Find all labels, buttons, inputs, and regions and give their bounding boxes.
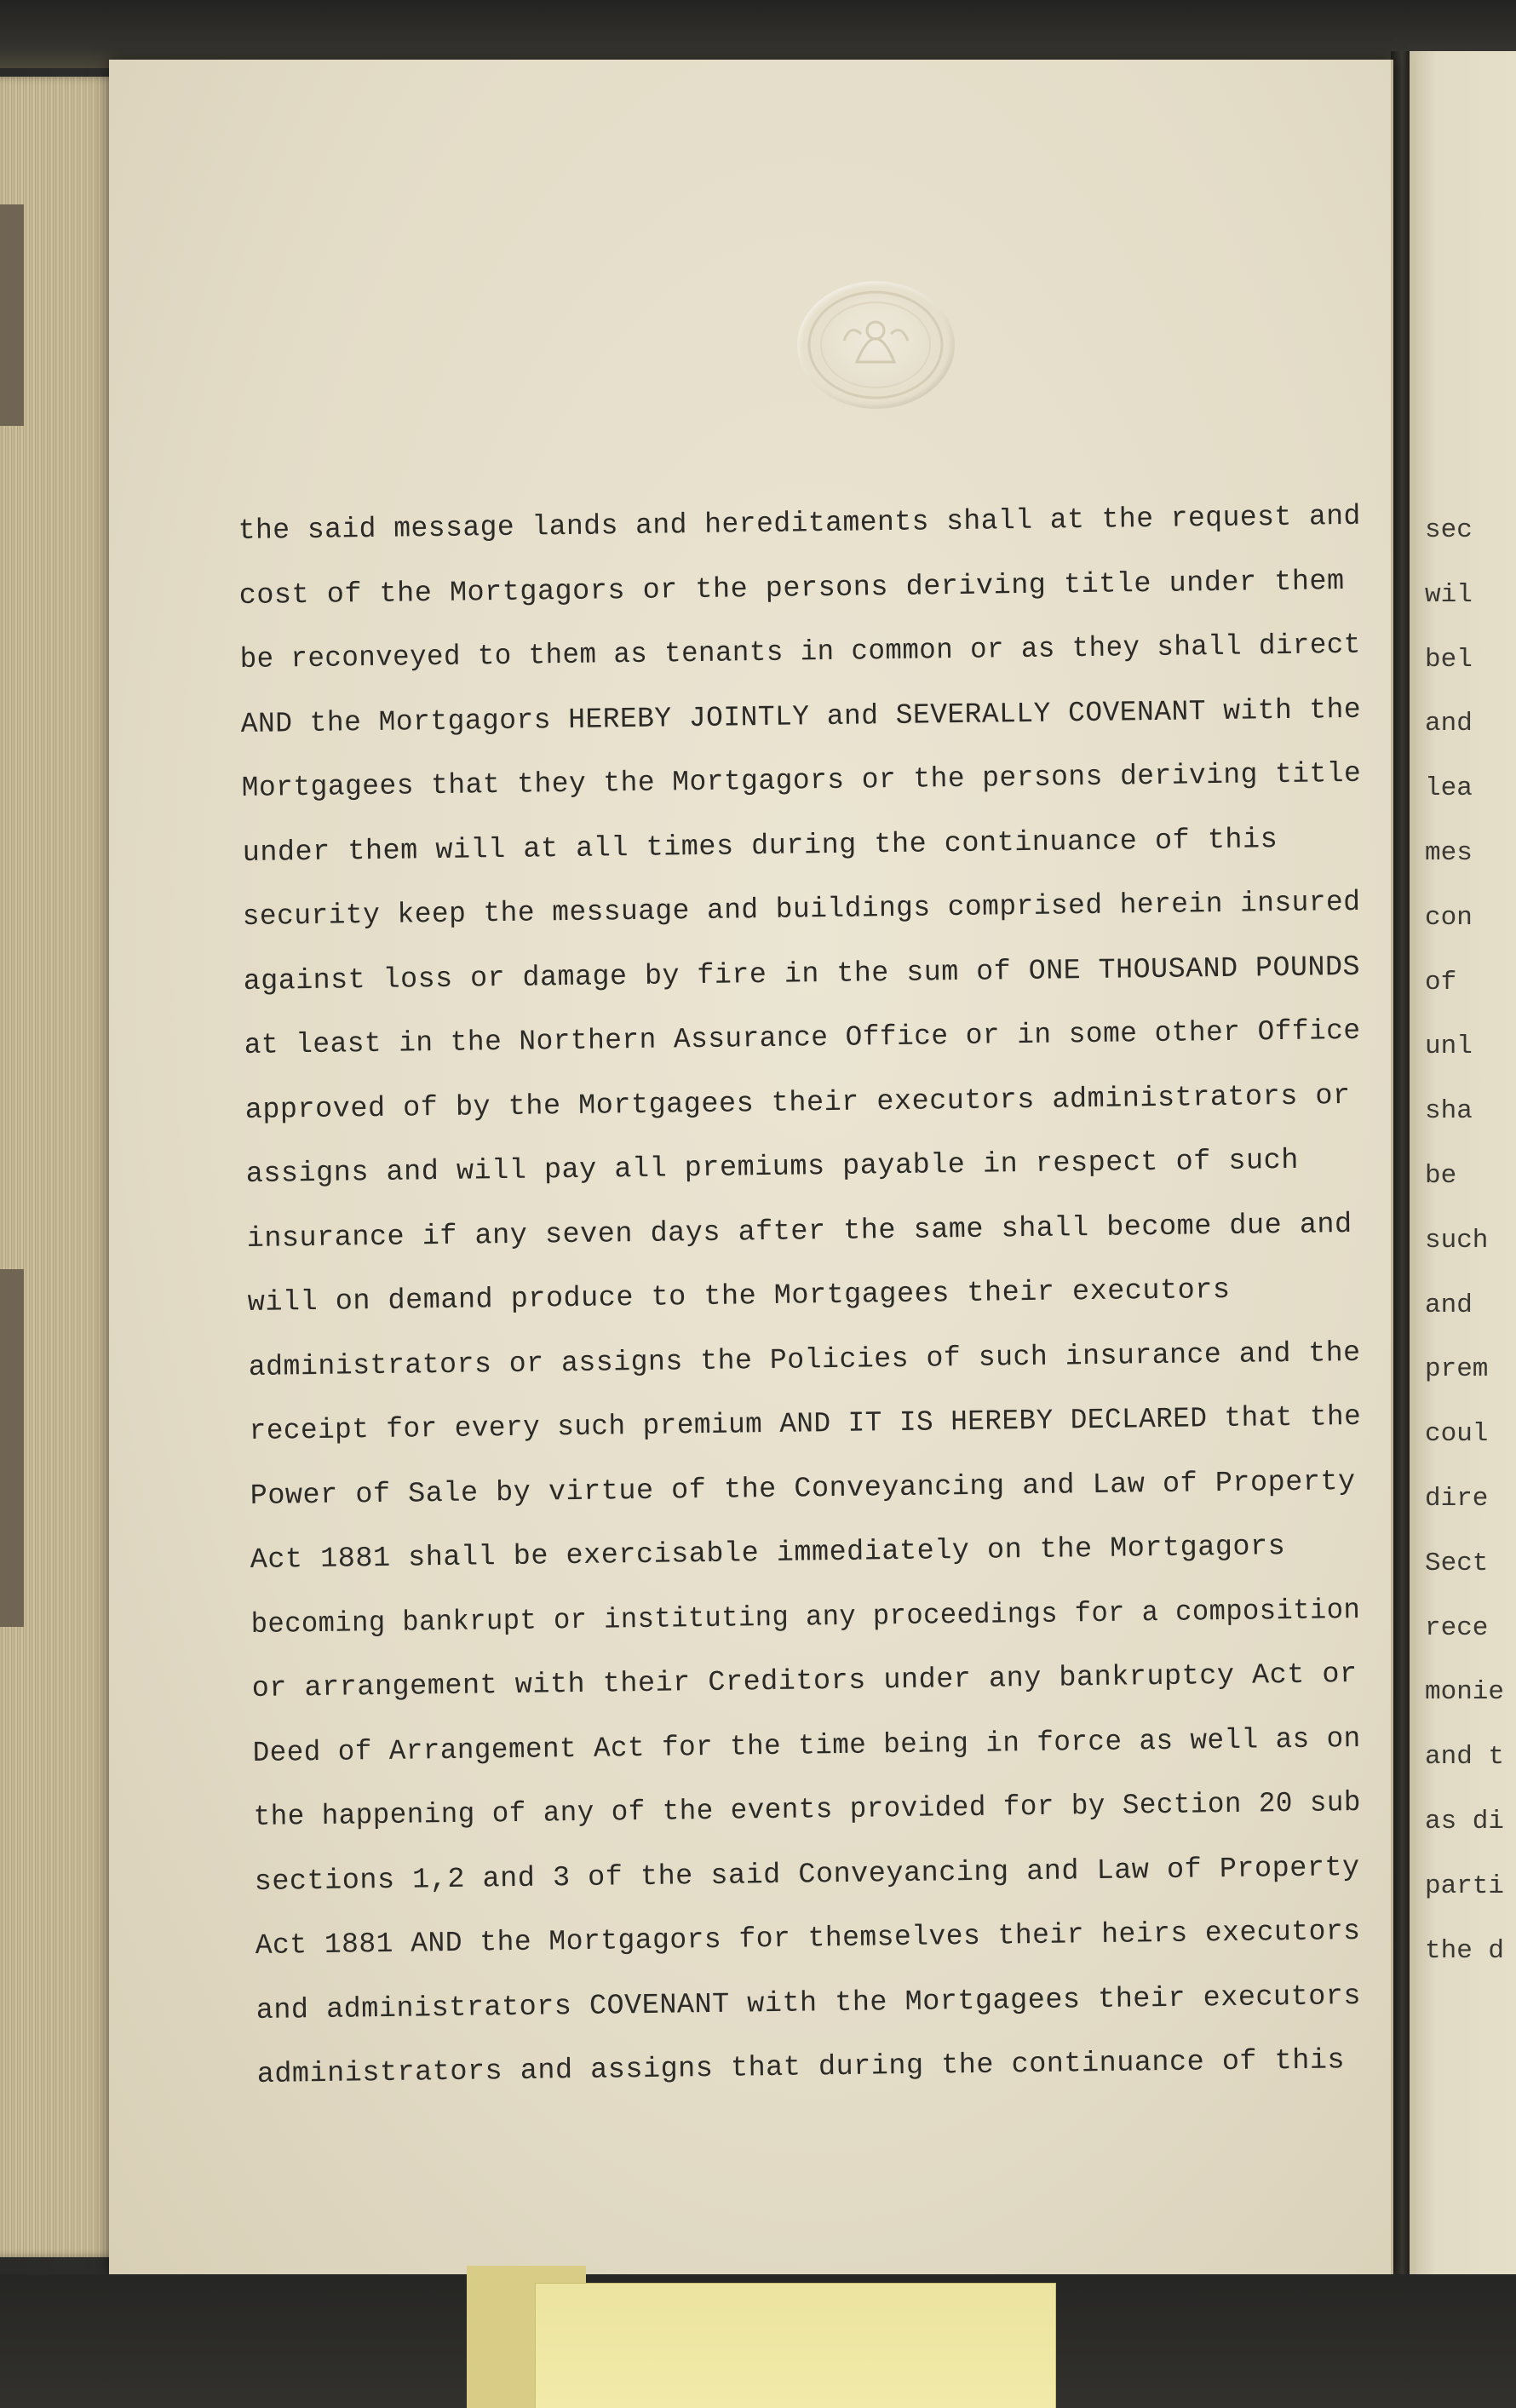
text-line: insurance if any seven days after the same shall become due and [246, 1208, 1352, 1256]
text-line: assigns and will pay all premiums payable in respect of such [245, 1144, 1300, 1191]
text-line: administrators and assigns that during the continuance of this [256, 2044, 1345, 2091]
text-line: approved of by the Mortgagees their executors administrators or [244, 1079, 1351, 1127]
adjacent-text-fragment: parti [1425, 1871, 1505, 1901]
adjacent-text-fragment: bel [1425, 644, 1473, 675]
adjacent-text-fragment: unl [1425, 1032, 1473, 1062]
adjacent-text-fragment: dire [1425, 1484, 1489, 1514]
embossed-seal-icon [797, 281, 955, 409]
page-edge-shadow [0, 1269, 24, 1627]
text-line: at least in the Northern Assurance Office or in some other Office [244, 1014, 1362, 1062]
text-line: be reconveyed to them as tenants in common or as they shall direct [239, 629, 1361, 676]
book-binding-top [0, 0, 1516, 68]
adjacent-text-fragment: sha [1425, 1096, 1473, 1127]
text-line: receipt for every such premium AND IT IS HEREBY DECLARED that the [249, 1400, 1362, 1448]
text-line: Power of Sale by virtue of the Conveyancing and Law of Property [250, 1465, 1356, 1513]
text-line: Act 1881 AND the Mortgagors for themselves their heirs executors [255, 1916, 1361, 1963]
text-line: will on demand produce to the Mortgagees their executors [247, 1273, 1231, 1319]
adjacent-text-fragment: coul [1425, 1419, 1489, 1450]
page-edge-shadow [0, 204, 24, 426]
text-line: Deed of Arrangement Act for the time being in force as well as on [252, 1722, 1362, 1770]
adjacent-text-fragment: Sect [1425, 1548, 1489, 1578]
adjacent-text-fragment: the d [1425, 1935, 1505, 1966]
adjacent-text-fragment: mes [1425, 838, 1473, 868]
text-line: against loss or damage by fire in the sum of ONE THOUSAND POUNDS [243, 951, 1361, 998]
adjacent-text-fragment: of [1425, 967, 1457, 997]
adjacent-text-fragment: con [1425, 902, 1473, 933]
text-line: Mortgagees that they the Mortgagors or the persons deriving title [241, 757, 1362, 805]
adjacent-text-fragment: and [1425, 709, 1473, 739]
adjacent-text-fragment: sec [1425, 515, 1473, 545]
text-line: security keep the messuage and buildings comprised herein insured [242, 886, 1362, 934]
text-line: cost of the Mortgagors or the persons deriving title under them [238, 565, 1345, 612]
text-line: AND the Mortgagors HEREBY JOINTLY and SEVERALLY COVENANT with the [240, 693, 1362, 741]
sticky-note [535, 2283, 1056, 2408]
text-line: and administrators COVENANT with the Mortgagees their executors [256, 1980, 1361, 2027]
adjacent-page [1410, 51, 1516, 2274]
document-page [109, 60, 1393, 2274]
text-line: Act 1881 shall be exercisable immediately on the Mortgagors [250, 1531, 1286, 1577]
text-line: sections 1,2 and 3 of the said Conveyancing and Law of Property [254, 1851, 1360, 1899]
text-line: becoming bankrupt or instituting any proceedings for a composition [250, 1594, 1361, 1641]
adjacent-text-fragment: rece [1425, 1612, 1489, 1643]
adjacent-text-fragment: and t [1425, 1742, 1505, 1773]
adjacent-text-fragment: prem [1425, 1354, 1489, 1385]
text-line: under them will at all times during the continuance of this [242, 823, 1278, 870]
adjacent-text-fragment: lea [1425, 773, 1473, 804]
adjacent-text-fragment: wil [1425, 579, 1473, 610]
adjacent-text-fragment: as di [1425, 1807, 1505, 1836]
text-line: the happening of any of the events provided for by Section 20 sub [253, 1786, 1362, 1834]
adjacent-text-fragment: such [1425, 1225, 1489, 1256]
page-gutter [1391, 51, 1410, 2283]
adjacent-text-fragment: and [1425, 1290, 1473, 1320]
text-line: the said message lands and hereditaments shall at the request and [238, 500, 1362, 548]
text-line: administrators or assigns the Policies of such insurance and the [248, 1336, 1361, 1384]
text-line: or arrangement with their Creditors under any bankruptcy Act or [251, 1658, 1358, 1705]
adjacent-text-fragment: be [1425, 1161, 1457, 1191]
adjacent-text-fragment: monie [1425, 1677, 1505, 1708]
book-page-edges [0, 77, 121, 2257]
